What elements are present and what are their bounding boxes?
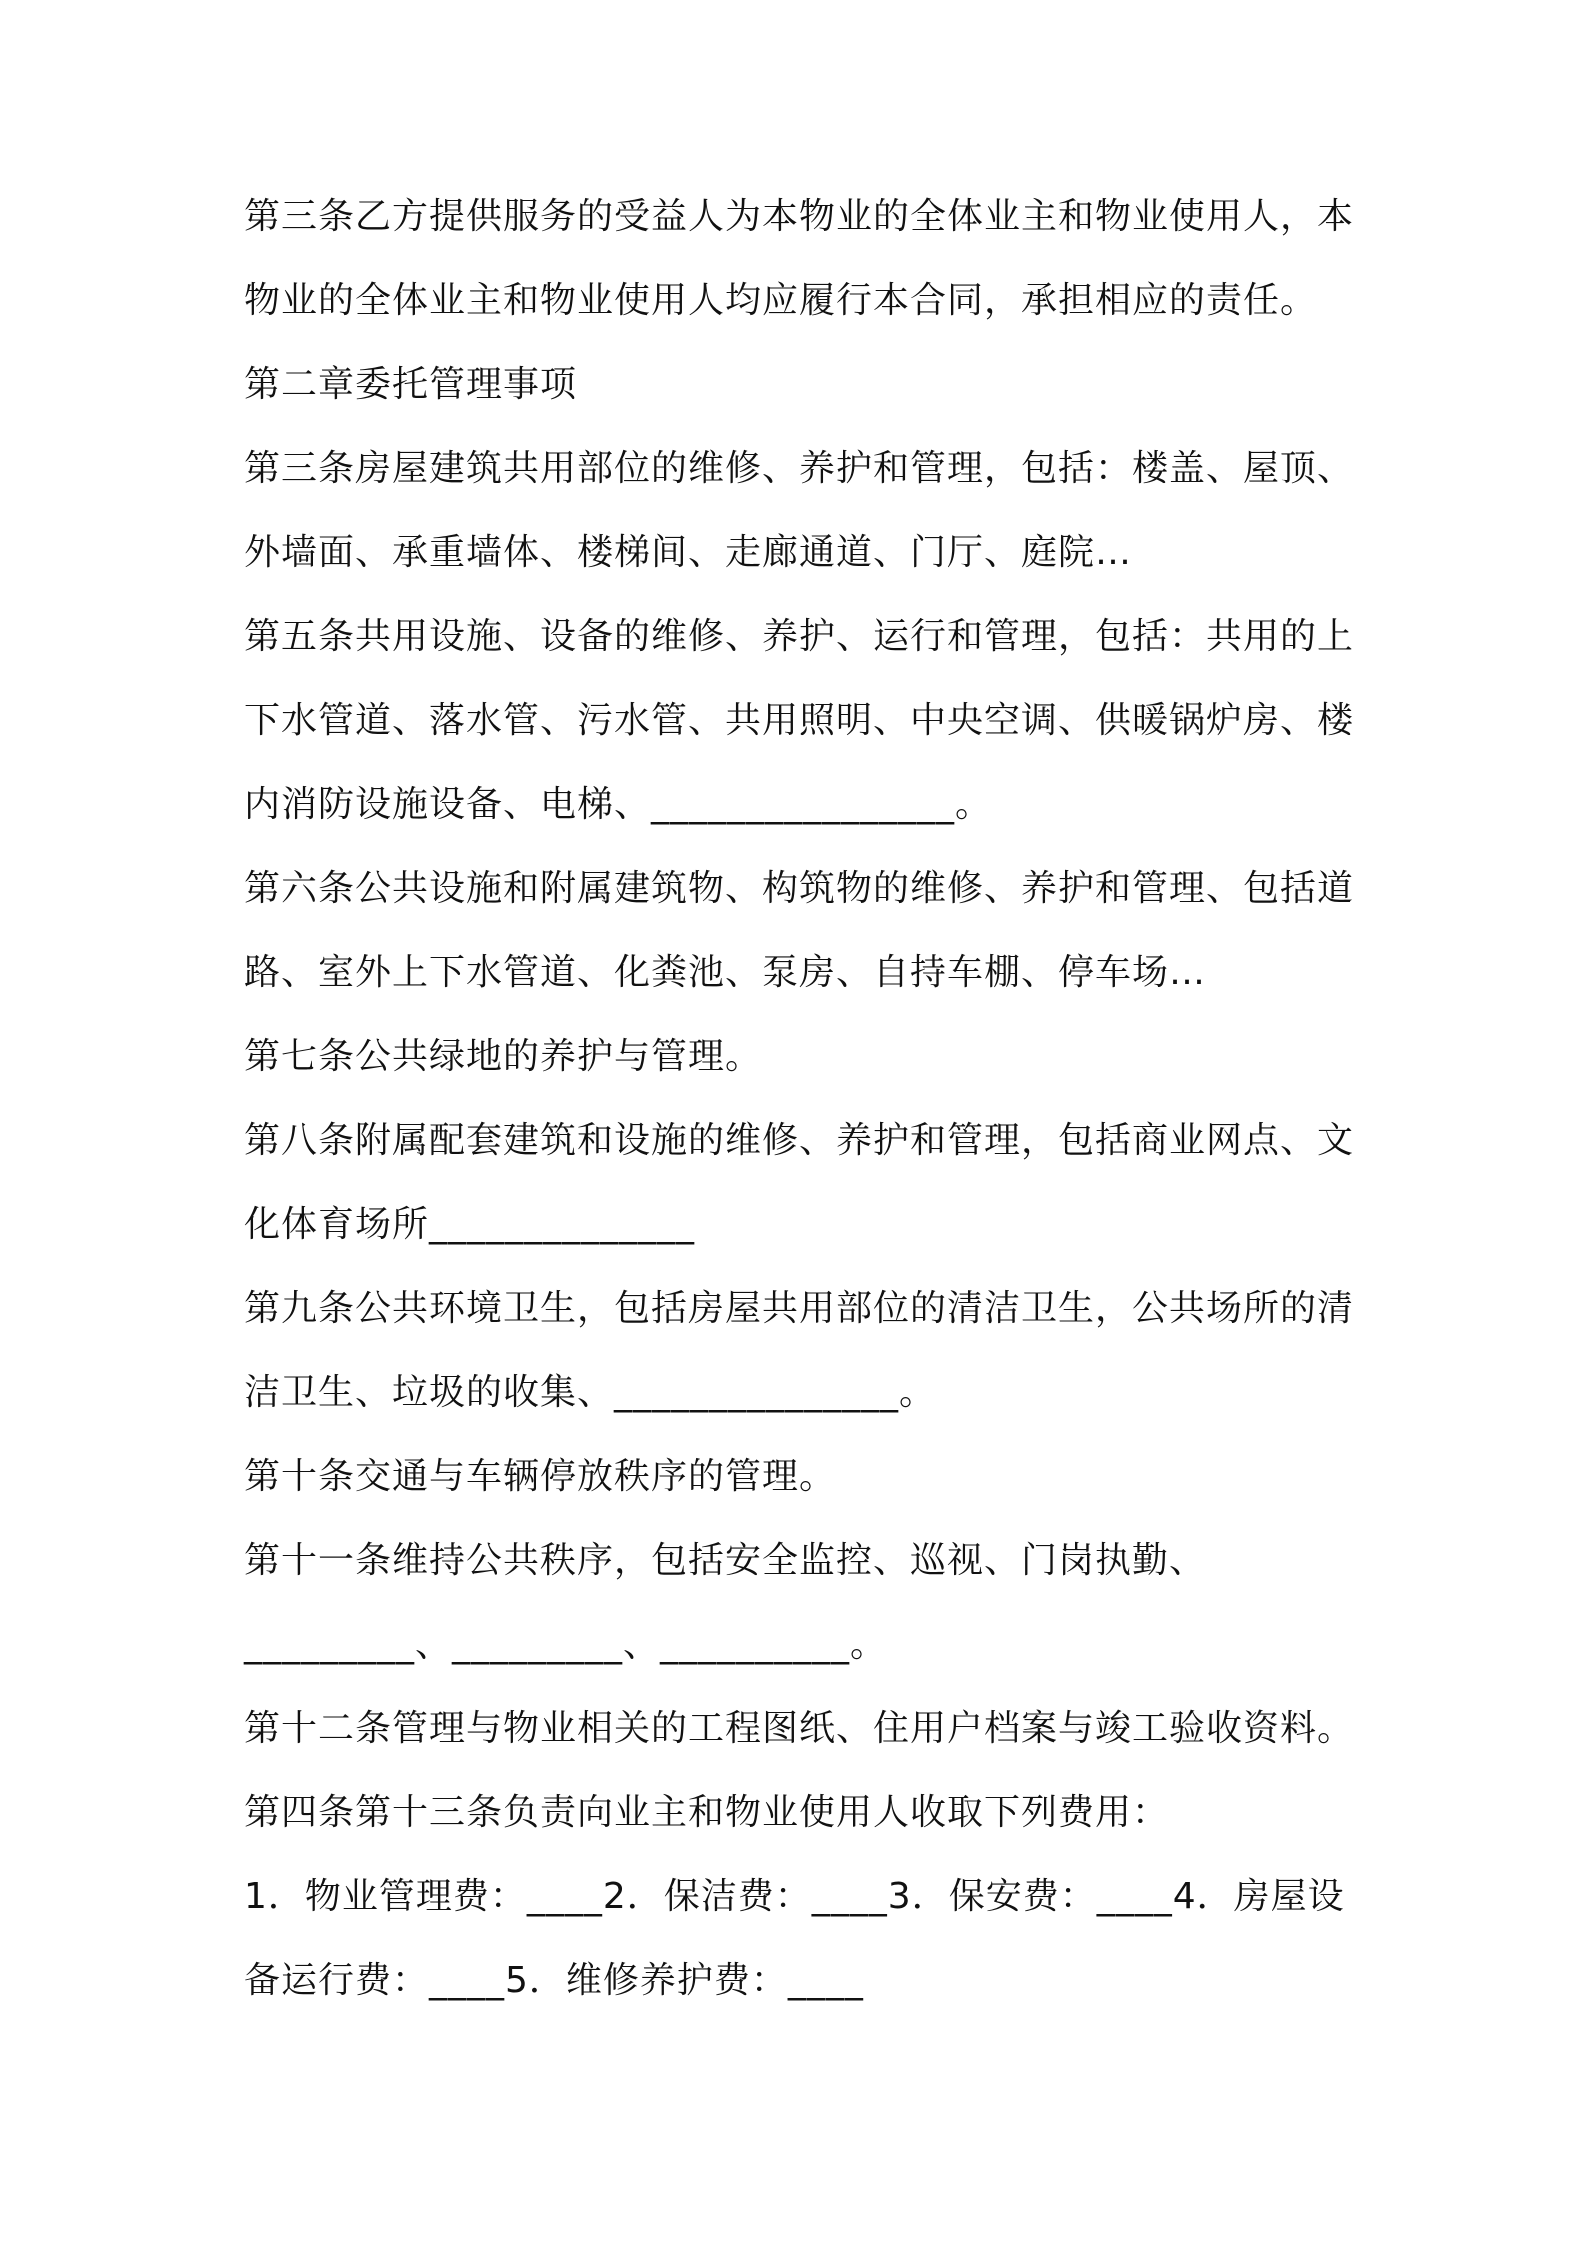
text-line: 第四条第十三条负责向业主和物业使用人收取下列费用： bbox=[244, 1792, 1170, 1833]
text-line: 1．物业管理费：____2．保洁费：____3．保安费：____4．房屋设 bbox=[244, 1876, 1345, 1917]
text-line: 第三条房屋建筑共用部位的维修、养护和管理，包括：楼盖、屋顶、 bbox=[244, 448, 1355, 489]
text-line: 外墙面、承重墙体、楼梯间、走廊通道、门厅、庭院… bbox=[244, 532, 1133, 573]
text-line: 第六条公共设施和附属建筑物、构筑物的维修、养护和管理、包括道 bbox=[244, 868, 1355, 909]
text-line: 洁卫生、垃圾的收集、_______________。 bbox=[244, 1372, 937, 1413]
text-line: 第十二条管理与物业相关的工程图纸、住用户档案与竣工验收资料。 bbox=[244, 1708, 1355, 1749]
text-line: 第十一条维持公共秩序，包括安全监控、巡视、门岗执勤、 bbox=[244, 1540, 1207, 1581]
text-line: 化体育场所______________ bbox=[244, 1204, 696, 1245]
text-line: 第五条共用设施、设备的维修、养护、运行和管理，包括：共用的上 bbox=[244, 616, 1355, 657]
text-line: 物业的全体业主和物业使用人均应履行本合同，承担相应的责任。 bbox=[244, 280, 1318, 321]
text-line: 第九条公共环境卫生，包括房屋共用部位的清洁卫生，公共场所的清 bbox=[244, 1288, 1355, 1329]
text-line: 第七条公共绿地的养护与管理。 bbox=[244, 1036, 763, 1077]
chapter-heading: 第二章委托管理事项 bbox=[244, 364, 578, 405]
text-line: 下水管道、落水管、污水管、共用照明、中央空调、供暖锅炉房、楼 bbox=[244, 700, 1355, 741]
text-line: _________、_________、__________。 bbox=[244, 1624, 887, 1665]
text-line: 路、室外上下水管道、化粪池、泵房、自持车棚、停车场… bbox=[244, 952, 1207, 993]
text-line: 内消防设施设备、电梯、________________。 bbox=[244, 784, 993, 825]
text-line: 第十条交通与车辆停放秩序的管理。 bbox=[244, 1456, 837, 1497]
document-page bbox=[244, 196, 1374, 2044]
text-line: 第八条附属配套建筑和设施的维修、养护和管理，包括商业网点、文 bbox=[244, 1120, 1355, 1161]
text-line: 备运行费：____5．维修养护费：____ bbox=[244, 1960, 864, 2001]
text-line: 第三条乙方提供服务的受益人为本物业的全体业主和物业使用人，本 bbox=[244, 196, 1355, 237]
